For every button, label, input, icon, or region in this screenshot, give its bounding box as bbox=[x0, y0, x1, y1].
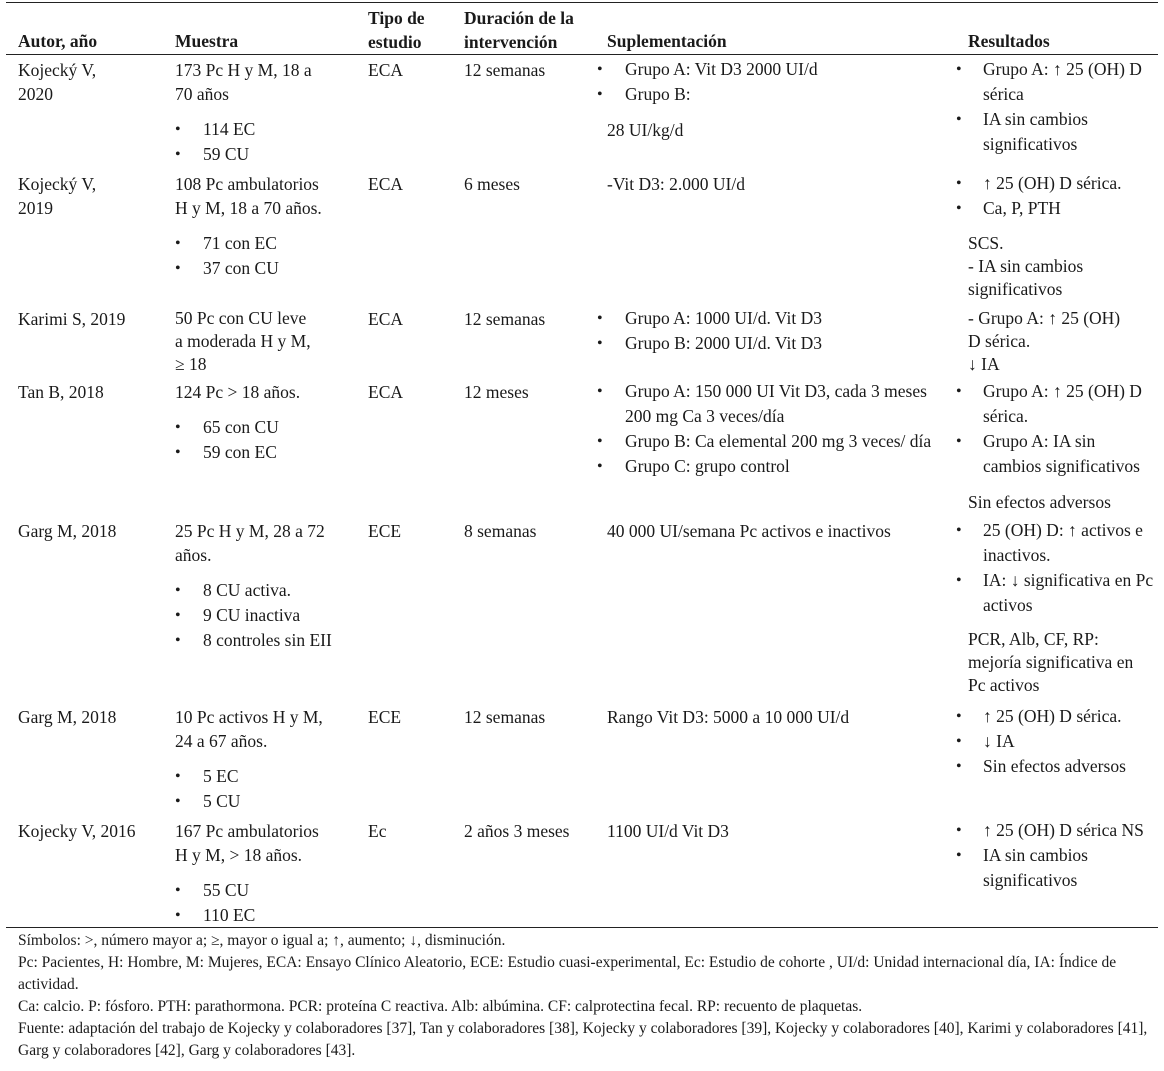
sample-line: H y M, 18 a 70 años. bbox=[175, 198, 322, 218]
row-6-type: ECE bbox=[368, 707, 402, 727]
header-rule bbox=[6, 54, 1158, 55]
result-line: Sin efectos adversos bbox=[968, 492, 1111, 512]
row-5-results bbox=[956, 518, 1156, 697]
sample-bullet: • 110 EC bbox=[175, 903, 360, 928]
row-2-type: ECA bbox=[368, 174, 403, 194]
header-duration bbox=[464, 6, 574, 54]
result-bullet: • IA: ↓ significativa en Pc activos bbox=[956, 568, 1156, 618]
row-7-type: Ec bbox=[368, 821, 387, 841]
row-7-duration: 2 años 3 meses bbox=[464, 821, 570, 841]
sample-bullet: • 8 CU activa. bbox=[175, 578, 360, 603]
footnote-lab-abbreviations: Ca: calcio. P: fósforo. PTH: parathormona. PCR: proteína C reactiva. Alb: albúmina. CF: calprotectina fecal. RP: recuento de plaquetas. bbox=[18, 998, 863, 1015]
result-bullet: • Grupo A: ↑ 25 (OH) D sérica. bbox=[956, 379, 1156, 429]
row-1-duration: 12 semanas bbox=[464, 60, 546, 80]
sample-bullet: • 8 controles sin EII bbox=[175, 628, 360, 653]
sample-bullet: • 59 CU bbox=[175, 142, 360, 167]
header-type bbox=[368, 6, 425, 54]
sample-line: ≥ 18 bbox=[175, 354, 207, 374]
result-bullet: • Grupo A: IA sin cambios significativos bbox=[956, 429, 1156, 479]
row-3-author bbox=[18, 307, 168, 331]
supp-bullet: • Grupo B: Ca elemental 200 mg 3 veces/ día bbox=[597, 429, 949, 454]
header-duration-line2: intervención bbox=[464, 32, 558, 52]
result-bullet: • IA sin cambios significativos bbox=[956, 843, 1156, 893]
sample-bullet: • 71 con EC bbox=[175, 231, 360, 256]
header-author: Autor, año bbox=[18, 31, 98, 51]
row-1-results bbox=[956, 57, 1154, 157]
row-3-duration: 12 semanas bbox=[464, 309, 546, 329]
result-bullet: • Grupo A: ↑ 25 (OH) D sérica bbox=[956, 57, 1154, 107]
result-line: ↓ IA bbox=[968, 354, 1000, 374]
sample-line: 108 Pc ambulatorios bbox=[175, 174, 319, 194]
row-2-supplementation: -Vit D3: 2.000 UI/d bbox=[607, 174, 745, 194]
header-results: Resultados bbox=[968, 31, 1050, 51]
sample-bullet: • 9 CU inactiva bbox=[175, 603, 360, 628]
result-line: Pc activos bbox=[968, 675, 1040, 695]
table-footnotes bbox=[18, 930, 1152, 1062]
result-bullet: • IA sin cambios significativos bbox=[956, 107, 1154, 157]
row-2-results bbox=[956, 171, 1154, 301]
result-line: - Grupo A: ↑ 25 (OH) bbox=[968, 308, 1121, 328]
author-line: 2019 bbox=[18, 198, 53, 218]
sample-bullet: • 55 CU bbox=[175, 878, 360, 903]
author-line: Kojecky V, 2016 bbox=[18, 821, 136, 841]
supp-bullet: • Grupo C: grupo control bbox=[597, 454, 949, 479]
top-rule bbox=[6, 2, 1158, 3]
row-5-type: ECE bbox=[368, 521, 402, 541]
sample-line: años. bbox=[175, 545, 212, 565]
row-4-type: ECA bbox=[368, 382, 403, 402]
sample-line: H y M, > 18 años. bbox=[175, 845, 303, 865]
sample-line: 50 Pc con CU leve bbox=[175, 308, 307, 328]
row-3-sample bbox=[175, 307, 360, 376]
result-bullet: • ↑ 25 (OH) D sérica. bbox=[956, 704, 1156, 729]
header-duration-line1: Duración de la bbox=[464, 8, 574, 28]
header-type-line2: estudio bbox=[368, 32, 422, 52]
footnote-symbols: Símbolos: >, número mayor a; ≥, mayor o igual a; ↑, aumento; ↓, disminución. bbox=[18, 932, 506, 949]
row-4-duration: 12 meses bbox=[464, 382, 529, 402]
result-line: D sérica. bbox=[968, 331, 1031, 351]
supp-bullet: • Grupo B: bbox=[597, 82, 947, 107]
row-1-author bbox=[18, 58, 168, 106]
supp-bullet: • Grupo A: Vit D3 2000 UI/d bbox=[597, 57, 947, 82]
row-2-author bbox=[18, 172, 168, 220]
sample-line: 10 Pc activos H y M, bbox=[175, 707, 323, 727]
row-2-duration: 6 meses bbox=[464, 174, 520, 194]
result-bullet: • Sin efectos adversos bbox=[956, 754, 1156, 779]
row-3-type: ECA bbox=[368, 309, 403, 329]
header-type-line1: Tipo de bbox=[368, 8, 425, 28]
row-5-author bbox=[18, 519, 168, 543]
row-4-supplementation bbox=[597, 379, 949, 479]
row-2-sample bbox=[175, 172, 360, 281]
result-bullet: • ↑ 25 (OH) D sérica. bbox=[956, 171, 1154, 196]
footnote-source: Fuente: adaptación del trabajo de Kojecky y colaboradores [37], Tan y colaboradores [38], Kojecky y colaboradores [39], Kojecky y colaboradores [40], Karimi y colaboradores [41], Garg y colaboradores [42], Garg y colaboradores [43]. bbox=[18, 1020, 1148, 1059]
header-supplementation: Suplementación bbox=[607, 31, 727, 51]
row-5-duration: 8 semanas bbox=[464, 521, 537, 541]
result-line: SCS. bbox=[968, 233, 1004, 253]
sample-line: 167 Pc ambulatorios bbox=[175, 821, 319, 841]
row-3-results bbox=[968, 307, 1154, 376]
author-line: Kojecký V, bbox=[18, 60, 97, 80]
supp-bullet: • Grupo A: 1000 UI/d. Vit D3 bbox=[597, 306, 947, 331]
row-1-supplementation bbox=[597, 57, 947, 142]
sample-bullet: • 5 CU bbox=[175, 789, 360, 814]
row-3-supplementation bbox=[597, 306, 947, 356]
sample-line: 173 Pc H y M, 18 a bbox=[175, 60, 312, 80]
author-line: Karimi S, 2019 bbox=[18, 309, 126, 329]
result-line: PCR, Alb, CF, RP: bbox=[968, 629, 1099, 649]
result-bullet: • 25 (OH) D: ↑ activos e inactivos. bbox=[956, 518, 1156, 568]
author-line: 2020 bbox=[18, 84, 53, 104]
row-7-results bbox=[956, 818, 1156, 893]
header-sample: Muestra bbox=[175, 31, 239, 51]
supp-bullet: • Grupo A: 150 000 UI Vit D3, cada 3 meses 200 mg Ca 3 veces/día bbox=[597, 379, 949, 429]
sample-bullet: • 65 con CU bbox=[175, 415, 360, 440]
author-line: Garg M, 2018 bbox=[18, 521, 117, 541]
sample-line: 70 años bbox=[175, 84, 229, 104]
result-bullet: • Ca, P, PTH bbox=[956, 196, 1154, 221]
result-line: - IA sin cambios bbox=[968, 256, 1084, 276]
footnote-abbreviations: Pc: Pacientes, H: Hombre, M: Mujeres, ECA: Ensayo Clínico Aleatorio, ECE: Estudio cuasi-experimental, Ec: Estudio de cohorte , UI/d: Unidad internacional día, IA: Índice de actividad. bbox=[18, 954, 1117, 993]
author-line: Garg M, 2018 bbox=[18, 707, 117, 727]
row-7-supplementation: 1100 UI/d Vit D3 bbox=[607, 821, 729, 841]
sample-line: 124 Pc > 18 años. bbox=[175, 382, 301, 402]
row-5-sample bbox=[175, 519, 360, 653]
row-4-sample bbox=[175, 380, 360, 465]
result-bullet: • ↓ IA bbox=[956, 729, 1156, 754]
row-4-results bbox=[956, 379, 1156, 514]
supp-bullet: • Grupo B: 2000 UI/d. Vit D3 bbox=[597, 331, 947, 356]
sample-bullet: • 37 con CU bbox=[175, 256, 360, 281]
sample-bullet: • 59 con EC bbox=[175, 440, 360, 465]
row-1-sample bbox=[175, 58, 360, 167]
author-line: Tan B, 2018 bbox=[18, 382, 104, 402]
result-line: significativos bbox=[968, 279, 1063, 299]
sample-line: 25 Pc H y M, 28 a 72 bbox=[175, 521, 325, 541]
row-6-results bbox=[956, 704, 1156, 779]
row-7-author bbox=[18, 819, 168, 843]
row-5-supplementation: 40 000 UI/semana Pc activos e inactivos bbox=[607, 521, 891, 541]
row-6-supplementation: Rango Vit D3: 5000 a 10 000 UI/d bbox=[607, 707, 850, 727]
sample-line: 24 a 67 años. bbox=[175, 731, 268, 751]
sample-bullet: • 5 EC bbox=[175, 764, 360, 789]
author-line: Kojecký V, bbox=[18, 174, 97, 194]
result-bullet: • ↑ 25 (OH) D sérica NS bbox=[956, 818, 1156, 843]
result-line: mejoría significativa en bbox=[968, 652, 1134, 672]
sample-bullet: • 114 EC bbox=[175, 117, 360, 142]
row-6-author bbox=[18, 705, 168, 729]
row-4-author bbox=[18, 380, 168, 404]
supp-extra: 28 UI/kg/d bbox=[607, 120, 684, 140]
sample-line: a moderada H y M, bbox=[175, 331, 311, 351]
row-1-type: ECA bbox=[368, 60, 403, 80]
row-7-sample bbox=[175, 819, 360, 928]
row-6-sample bbox=[175, 705, 360, 814]
row-6-duration: 12 semanas bbox=[464, 707, 546, 727]
